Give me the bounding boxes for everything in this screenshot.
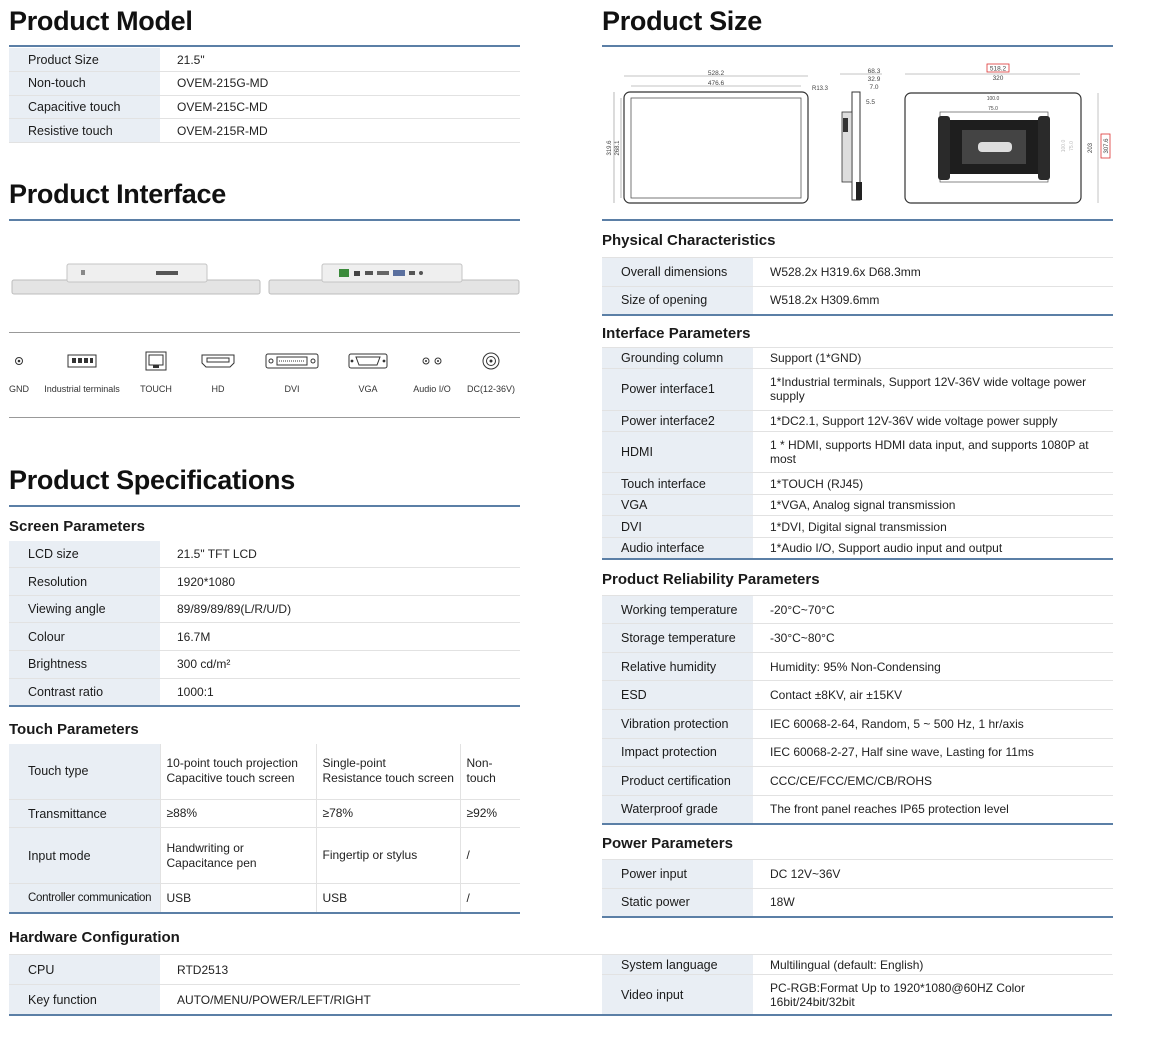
interface-parameters-title: Interface Parameters bbox=[602, 325, 751, 342]
port-label: DC(12-36V) bbox=[466, 384, 515, 394]
spec-row bbox=[602, 860, 1113, 888]
section-rule bbox=[602, 314, 1113, 316]
spec-key: Input mode bbox=[9, 828, 160, 884]
spec-row bbox=[602, 286, 1113, 314]
spec-value: -30°C~80°C bbox=[753, 624, 1113, 653]
touch-value-line: Non-touch bbox=[466, 756, 496, 786]
product-specifications-title: Product Specifications bbox=[9, 465, 295, 495]
spec-row bbox=[9, 623, 520, 651]
touch-value-line: ≥92% bbox=[466, 806, 498, 821]
spec-row bbox=[602, 410, 1113, 431]
power-parameters-table bbox=[602, 860, 1113, 916]
dim-side-depth-2: 32.9 bbox=[867, 76, 881, 83]
power-parameters-title: Power Parameters bbox=[602, 835, 733, 852]
spec-row bbox=[602, 795, 1113, 823]
touch-value-col-1 bbox=[160, 744, 316, 799]
spec-row bbox=[602, 537, 1113, 558]
touch-value-line: Capacitance pen bbox=[166, 855, 257, 870]
product-model-title: Product Model bbox=[9, 6, 193, 36]
touch-value-line: Handwriting or bbox=[166, 840, 244, 855]
dim-side-depth-3: 7.0 bbox=[869, 84, 879, 91]
product-size-title: Product Size bbox=[602, 6, 762, 36]
section-rule bbox=[602, 916, 1113, 918]
port-label: TOUCH bbox=[140, 384, 172, 394]
touch-value-line: USB bbox=[166, 890, 192, 905]
spec-row bbox=[602, 681, 1113, 710]
spec-key: Colour bbox=[9, 623, 160, 651]
spec-key: ESD bbox=[602, 681, 753, 710]
spec-value: IEC 60068-2-27, Half sine wave, Lasting for 11ms bbox=[753, 738, 1113, 767]
section-rule bbox=[602, 45, 1113, 47]
spec-key: LCD size bbox=[9, 541, 160, 568]
touch-value-col-1 bbox=[160, 884, 316, 912]
spec-row bbox=[9, 95, 520, 119]
spec-value: Support (1*GND) bbox=[753, 348, 1113, 369]
spec-key: Brightness bbox=[9, 651, 160, 679]
dim-back-height-inner: 203 bbox=[1088, 142, 1094, 154]
hardware-configuration-title: Hardware Configuration bbox=[9, 929, 180, 946]
divider bbox=[9, 142, 520, 143]
spec-key: Grounding column bbox=[602, 348, 753, 369]
spec-row bbox=[9, 119, 520, 143]
spec-key: Product certification bbox=[602, 767, 753, 796]
side-view-drawing bbox=[840, 68, 882, 200]
touch-row bbox=[9, 828, 520, 884]
divider bbox=[9, 417, 520, 418]
spec-key: Capacitive touch bbox=[9, 95, 160, 119]
spec-value: 16.7M bbox=[160, 623, 520, 651]
screen-parameters-title: Screen Parameters bbox=[9, 518, 145, 535]
spec-value: 21.5" bbox=[160, 48, 520, 72]
spec-value: AUTO/MENU/POWER/LEFT/RIGHT bbox=[177, 992, 371, 1007]
spec-value: The front panel reaches IP65 protection level bbox=[770, 802, 1009, 817]
spec-value: W518.2x H309.6mm bbox=[770, 293, 880, 308]
touch-value-line: ≥78% bbox=[322, 806, 354, 821]
touch-value-line: / bbox=[466, 848, 470, 863]
spec-row bbox=[9, 595, 520, 623]
hdmi-icon bbox=[201, 350, 235, 372]
touch-value-col-1 bbox=[160, 799, 316, 828]
spec-value: 1*Industrial terminals, Support 12V-36V wide voltage power supply bbox=[753, 369, 1113, 410]
ports-row bbox=[9, 350, 520, 410]
touch-value-line: Single-point bbox=[322, 756, 386, 771]
touch-parameters-table bbox=[9, 744, 520, 912]
touch-value-col-2 bbox=[316, 744, 460, 799]
rj45-icon bbox=[145, 350, 167, 372]
spec-key: Power input bbox=[602, 860, 753, 888]
screen-parameters-table bbox=[9, 541, 520, 705]
reliability-parameters-table bbox=[602, 596, 1113, 823]
spec-key: Touch type bbox=[9, 744, 160, 799]
dim-side-depth-4: 5.5 bbox=[866, 99, 876, 106]
dim-back-width: 518.2 bbox=[989, 65, 1007, 73]
spec-row bbox=[9, 541, 520, 568]
spec-value: OVEM-215C-MD bbox=[160, 95, 520, 119]
physical-table bbox=[602, 258, 1113, 314]
dim-mount-width: 100.0 bbox=[986, 96, 1000, 102]
port-label: HD bbox=[211, 384, 225, 394]
dc-jack-icon bbox=[481, 350, 501, 372]
spec-value: Contact ±8KV, air ±15KV bbox=[753, 681, 1113, 710]
port-label: DVI bbox=[284, 384, 300, 394]
spec-row bbox=[9, 955, 520, 985]
spec-key: Power interface2 bbox=[602, 410, 753, 431]
touch-value-line: / bbox=[466, 890, 470, 905]
spec-row bbox=[9, 651, 520, 679]
spec-row bbox=[602, 738, 1113, 767]
spec-key: VGA bbox=[602, 494, 753, 515]
spec-row bbox=[9, 72, 520, 96]
spec-row bbox=[602, 432, 1113, 473]
spec-key: Size of opening bbox=[602, 286, 753, 314]
section-rule bbox=[9, 1014, 1112, 1016]
port-label: VGA bbox=[358, 384, 378, 394]
spec-value: 1*DC2.1, Support 12V-36V wide voltage power supply bbox=[753, 410, 1113, 431]
spec-key: CPU bbox=[9, 955, 160, 985]
touch-value-line: Resistance touch screen bbox=[322, 771, 454, 786]
spec-value: 18W bbox=[770, 895, 795, 910]
spec-row bbox=[602, 473, 1113, 494]
product-model-table bbox=[9, 48, 520, 142]
port-item bbox=[42, 350, 122, 394]
spec-value: 300 cd/m² bbox=[160, 651, 520, 679]
spec-value: -20°C~70°C bbox=[753, 596, 1113, 624]
hardware-right-table bbox=[602, 955, 1113, 1014]
touch-value-line: 10-point touch projection bbox=[166, 756, 298, 771]
section-rule bbox=[9, 705, 520, 707]
spec-row bbox=[602, 494, 1113, 515]
touch-value-col-2 bbox=[316, 799, 460, 828]
dim-front-height: 319.6 bbox=[607, 140, 613, 156]
spec-value: 1*VGA, Analog signal transmission bbox=[753, 494, 1113, 515]
spec-key: Viewing angle bbox=[9, 595, 160, 623]
spec-value: OVEM-215G-MD bbox=[160, 72, 520, 96]
touch-value-line: USB bbox=[322, 890, 348, 905]
touch-row bbox=[9, 799, 520, 828]
spec-key: System language bbox=[602, 955, 753, 975]
spec-row bbox=[602, 709, 1113, 738]
section-rule bbox=[9, 912, 520, 914]
divider bbox=[9, 332, 520, 333]
spec-key: Product Size bbox=[9, 48, 160, 72]
spec-key: Touch interface bbox=[602, 473, 753, 494]
spec-key: Power interface1 bbox=[602, 369, 753, 410]
spec-row bbox=[602, 596, 1113, 624]
section-rule bbox=[602, 823, 1113, 825]
touch-value-col-3 bbox=[460, 799, 520, 828]
spec-key: Working temperature bbox=[602, 596, 753, 624]
touch-row bbox=[9, 744, 520, 799]
section-rule bbox=[602, 558, 1113, 560]
spec-key: Static power bbox=[602, 888, 753, 916]
front-view-drawing bbox=[607, 70, 829, 203]
spec-row bbox=[602, 369, 1113, 410]
spec-value: 89/89/89/89(L/R/U/D) bbox=[160, 595, 520, 623]
touch-value-col-2 bbox=[316, 884, 460, 912]
touch-value-col-3 bbox=[460, 744, 520, 799]
spec-key: Contrast ratio bbox=[9, 678, 160, 705]
touch-row bbox=[9, 884, 520, 912]
spec-key: Impact protection bbox=[602, 738, 753, 767]
spec-value: Humidity: 95% Non-Condensing bbox=[753, 652, 1113, 681]
touch-value-col-3 bbox=[460, 884, 520, 912]
touch-value-col-2 bbox=[316, 828, 460, 884]
spec-row bbox=[602, 767, 1113, 796]
touch-parameters-title: Touch Parameters bbox=[9, 721, 139, 738]
dvi-icon bbox=[265, 350, 319, 372]
port-item bbox=[451, 350, 531, 394]
port-label: Audio I/O bbox=[413, 384, 451, 394]
gnd-icon bbox=[14, 350, 24, 372]
spec-key: Resolution bbox=[9, 568, 160, 596]
spec-row bbox=[9, 678, 520, 705]
dim-front-height-inner: 268.1 bbox=[615, 140, 621, 156]
touch-value-col-3 bbox=[460, 828, 520, 884]
spec-key: Audio interface bbox=[602, 537, 753, 558]
spec-key: DVI bbox=[602, 516, 753, 537]
spec-value: 1*DVI, Digital signal transmission bbox=[753, 516, 1113, 537]
dim-front-radius: R13.3 bbox=[812, 86, 829, 92]
spec-key: Non-touch bbox=[9, 72, 160, 96]
spec-value: OVEM-215R-MD bbox=[177, 123, 268, 138]
touch-value-line: ≥88% bbox=[166, 806, 198, 821]
spec-row bbox=[602, 348, 1113, 369]
dim-mount-width-inner: 75.0 bbox=[988, 106, 998, 112]
spec-key: Relative humidity bbox=[602, 652, 753, 681]
dim-mount-height-inner: 75.0 bbox=[1069, 141, 1075, 151]
spec-value: DC 12V~36V bbox=[753, 860, 1113, 888]
product-interface-title: Product Interface bbox=[9, 179, 226, 209]
dim-mount-height: 100.0 bbox=[1061, 139, 1067, 153]
audio-jack-icon bbox=[421, 350, 443, 372]
spec-row bbox=[602, 516, 1113, 537]
spec-row bbox=[9, 985, 520, 1015]
spec-value: 1000:1 bbox=[177, 684, 214, 699]
spec-key: Key function bbox=[9, 985, 160, 1015]
spec-value: 1*Audio I/O, Support audio input and output bbox=[770, 540, 1003, 555]
dim-front-width-inner: 476.6 bbox=[707, 80, 725, 87]
spec-value: 1920*1080 bbox=[160, 568, 520, 596]
spec-value: PC-RGB:Format Up to 1920*1080@60HZ Color 16bit/24bit/32bit bbox=[770, 980, 1025, 1009]
port-label: GND bbox=[9, 384, 29, 394]
spec-key: HDMI bbox=[602, 432, 753, 473]
dimension-drawing bbox=[602, 60, 1113, 210]
spec-row bbox=[602, 888, 1113, 916]
spec-key: Resistive touch bbox=[9, 119, 160, 143]
section-rule bbox=[9, 45, 520, 47]
port-item bbox=[252, 350, 332, 394]
spec-value: RTD2513 bbox=[160, 955, 520, 985]
hardware-left-table bbox=[9, 955, 520, 1014]
spec-key: Overall dimensions bbox=[602, 258, 753, 286]
port-label: Industrial terminals bbox=[44, 384, 120, 394]
device-bottom-view-illustration bbox=[9, 258, 520, 298]
spec-key: Vibration protection bbox=[602, 709, 753, 738]
spec-value: Multilingual (default: English) bbox=[753, 955, 1113, 975]
touch-value-line: Fingertip or stylus bbox=[322, 848, 418, 863]
touch-value-line: Capacitive touch screen bbox=[166, 771, 295, 786]
spec-key: Waterproof grade bbox=[602, 795, 753, 823]
spec-value: 1 * HDMI, supports HDMI data input, and supports 1080P at most bbox=[753, 432, 1113, 473]
vga-icon bbox=[348, 350, 388, 372]
spec-value: CCC/CE/FCC/EMC/CB/ROHS bbox=[753, 767, 1113, 796]
spec-row bbox=[602, 955, 1113, 975]
physical-characteristics-title: Physical Characteristics bbox=[602, 232, 776, 249]
spec-value: 21.5" TFT LCD bbox=[160, 541, 520, 568]
section-rule bbox=[9, 219, 520, 221]
spec-value: IEC 60068-2-64, Random, 5 ~ 500 Hz, 1 hr/axis bbox=[753, 709, 1113, 738]
dim-front-width: 528.2 bbox=[707, 70, 725, 77]
spec-key: Transmittance bbox=[9, 799, 160, 828]
dim-back-height: 307.6 bbox=[1104, 138, 1110, 154]
section-rule bbox=[9, 505, 520, 507]
back-view-drawing bbox=[905, 64, 1110, 203]
spec-row bbox=[602, 652, 1113, 681]
spec-row bbox=[9, 568, 520, 596]
spec-row bbox=[9, 48, 520, 72]
spec-row bbox=[602, 975, 1113, 1014]
section-rule bbox=[602, 219, 1113, 221]
spec-row bbox=[602, 258, 1113, 286]
spec-key: Controller communication bbox=[9, 884, 160, 912]
terminal-block-icon bbox=[67, 350, 97, 372]
spec-value: W528.2x H319.6x D68.3mm bbox=[753, 258, 1113, 286]
port-item bbox=[178, 350, 258, 394]
interface-parameters-table bbox=[602, 348, 1113, 558]
reliability-parameters-title: Product Reliability Parameters bbox=[602, 571, 820, 588]
touch-value-col-1 bbox=[160, 828, 316, 884]
dim-side-depth: 68.3 bbox=[867, 68, 881, 75]
dim-back-width-inner: 320 bbox=[992, 75, 1004, 82]
spec-row bbox=[602, 624, 1113, 653]
spec-key: Video input bbox=[602, 975, 753, 1014]
spec-value: 1*TOUCH (RJ45) bbox=[753, 473, 1113, 494]
spec-key: Storage temperature bbox=[602, 624, 753, 653]
